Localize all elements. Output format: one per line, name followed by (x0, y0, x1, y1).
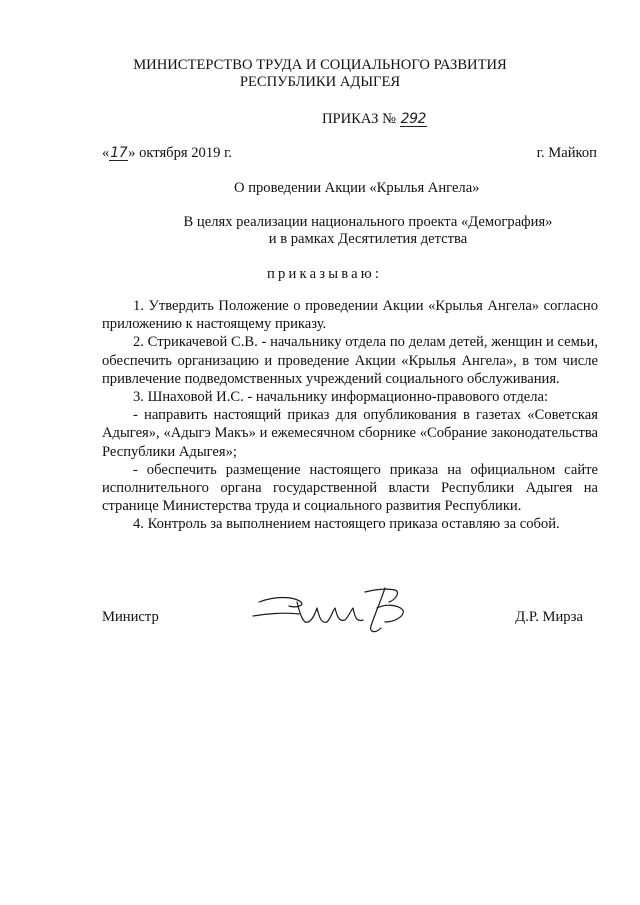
handwritten-signature (245, 578, 425, 638)
ministry-line-1: МИНИСТЕРСТВО ТРУДА И СОЦИАЛЬНОГО РАЗВИТИЯ (133, 57, 507, 73)
order-body (102, 297, 598, 534)
order-item-4: 4. Контроль за выполнением настоящего приказа оставляю за собой. (133, 516, 560, 533)
order-date: «17» октября 2019 г. (102, 145, 233, 161)
order-label: ПРИКАЗ № (322, 111, 396, 127)
order-item-3-sub-2: - обеспечить размещение настоящего приказа на официальном сайте исполнительного органа государственной власти Республики Адыгея на странице Министерства труда и социального развития Республики. (102, 461, 598, 515)
order-title: О проведении Акции «Крылья Ангела» (234, 180, 480, 196)
signatory-position: Министр (102, 609, 159, 625)
preamble-line-2: и в рамках Десятилетия детства (268, 231, 468, 247)
order-heading (322, 110, 427, 128)
order-item-3-sub-1: - направить настоящий приказ для опубликования в газетах «Советская Адыгея», «Адыгэ Макъ» и ежемесячном сборнике «Собрание законодательства Республики Адыгея»; (102, 407, 598, 460)
order-city: г. Майкоп (536, 145, 597, 161)
ministry-line-2: РЕСПУБЛИКИ АДЫГЕЯ (239, 74, 401, 90)
ministry-header (0, 57, 640, 91)
decree-word: приказываю: (267, 266, 383, 282)
order-day-handwritten: 17 (110, 145, 128, 161)
order-item-2: 2. Стрикачевой С.В. - начальнику отдела по делам детей, женщин и семьи, обеспечить организацию и проведение Акции «Крылья Ангела», в том числе привлечение подведомственных учреждений социального обслуживания. (102, 334, 598, 387)
order-number-handwritten: 292 (400, 111, 426, 127)
order-item-1: 1. Утвердить Положение о проведении Акции «Крылья Ангела» согласно приложению к настоящему приказу. (102, 298, 598, 333)
signatory-name: Д.Р. Мирза (515, 609, 583, 625)
order-item-3: 3. Шнаховой И.С. - начальнику информационно-правового отдела: (133, 389, 549, 406)
preamble-line-1: В целях реализации национального проекта «Демография» (183, 214, 553, 230)
preamble (178, 214, 558, 248)
